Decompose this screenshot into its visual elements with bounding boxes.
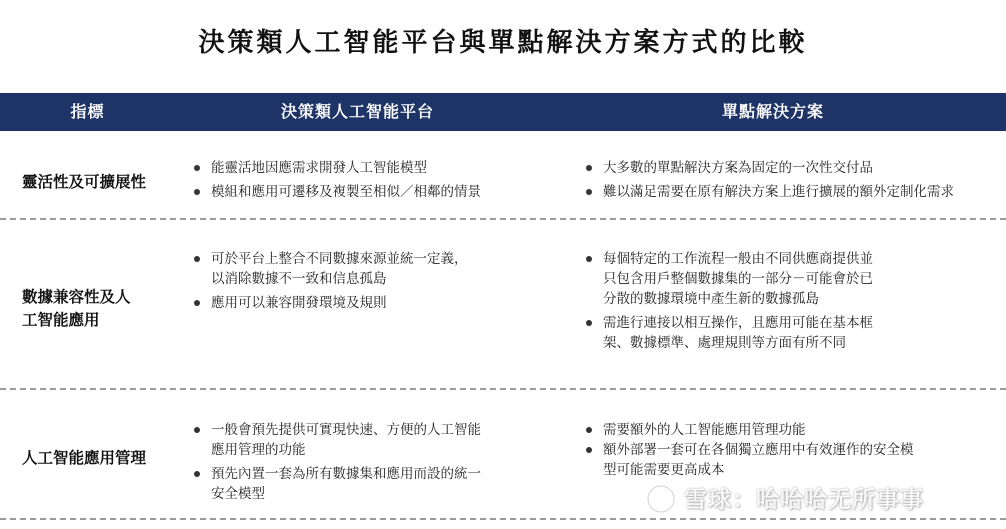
row-indicator: 靈活性及可擴展性 — [22, 173, 147, 191]
point-solution-cell — [584, 249, 884, 357]
header-indicator: 指標 — [70, 102, 105, 121]
list-item: 難以滿足需要在原有解決方案上進行擴展的額外定制化需求 — [584, 182, 994, 202]
watermark-separator: ： — [732, 487, 756, 513]
table-row — [0, 131, 1006, 219]
list-item: 應用可以兼容開發環境及規則 — [192, 293, 472, 313]
list-item: 需要額外的人工智能應用管理功能 — [584, 420, 924, 440]
list-item: 需進行連接以相互操作，且應用可能在基本框架、數據標準、處理規則等方面有所不同 — [584, 313, 884, 353]
point-solution-cell — [584, 420, 924, 484]
list-item: 一般會預先提供可實現快速、方便的人工智能應用管理的功能 — [192, 420, 492, 460]
table-header — [0, 93, 1006, 131]
platform-cell — [192, 158, 482, 206]
watermark-author: 哈哈哈无所事事 — [756, 487, 924, 513]
list-item: 大多數的單點解決方案為固定的一次性交付品 — [584, 158, 994, 178]
header-point-solution: 單點解決方案 — [721, 102, 824, 121]
table-row — [0, 220, 1006, 388]
list-item: 模組和應用可遷移及複製至相似／相鄰的情景 — [192, 182, 482, 202]
platform-cell — [192, 420, 492, 508]
snowball-logo-icon — [646, 484, 676, 514]
row-indicator: 人工智能應用管理 — [22, 449, 147, 467]
page-title: 決策類人工智能平台與單點解決方案方式的比較 — [198, 28, 808, 58]
list-item: 可於平台上整合不同數據來源並統一定義，以消除數據不一致和信息孤島 — [192, 249, 472, 289]
list-item: 額外部署一套可在各個獨立應用中有效運作的安全模型可能需要更高成本 — [584, 440, 924, 480]
header-platform: 決策類人工智能平台 — [280, 102, 434, 121]
watermark-brand: 雪球 — [684, 487, 732, 513]
list-item: 每個特定的工作流程一般由不同供應商提供並只包含用戶整個數據集的一部分－可能會於已分散的數據環境中產生新的數據孤島 — [584, 249, 884, 309]
list-item: 預先內置一套為所有數據集和應用而設的統一安全模型 — [192, 464, 492, 504]
platform-cell — [192, 249, 472, 317]
watermark — [646, 480, 924, 520]
list-item: 能靈活地因應需求開發人工智能模型 — [192, 158, 482, 178]
row-indicator: 數據兼容性及人工智能應用 — [22, 288, 131, 329]
point-solution-cell — [584, 158, 994, 206]
